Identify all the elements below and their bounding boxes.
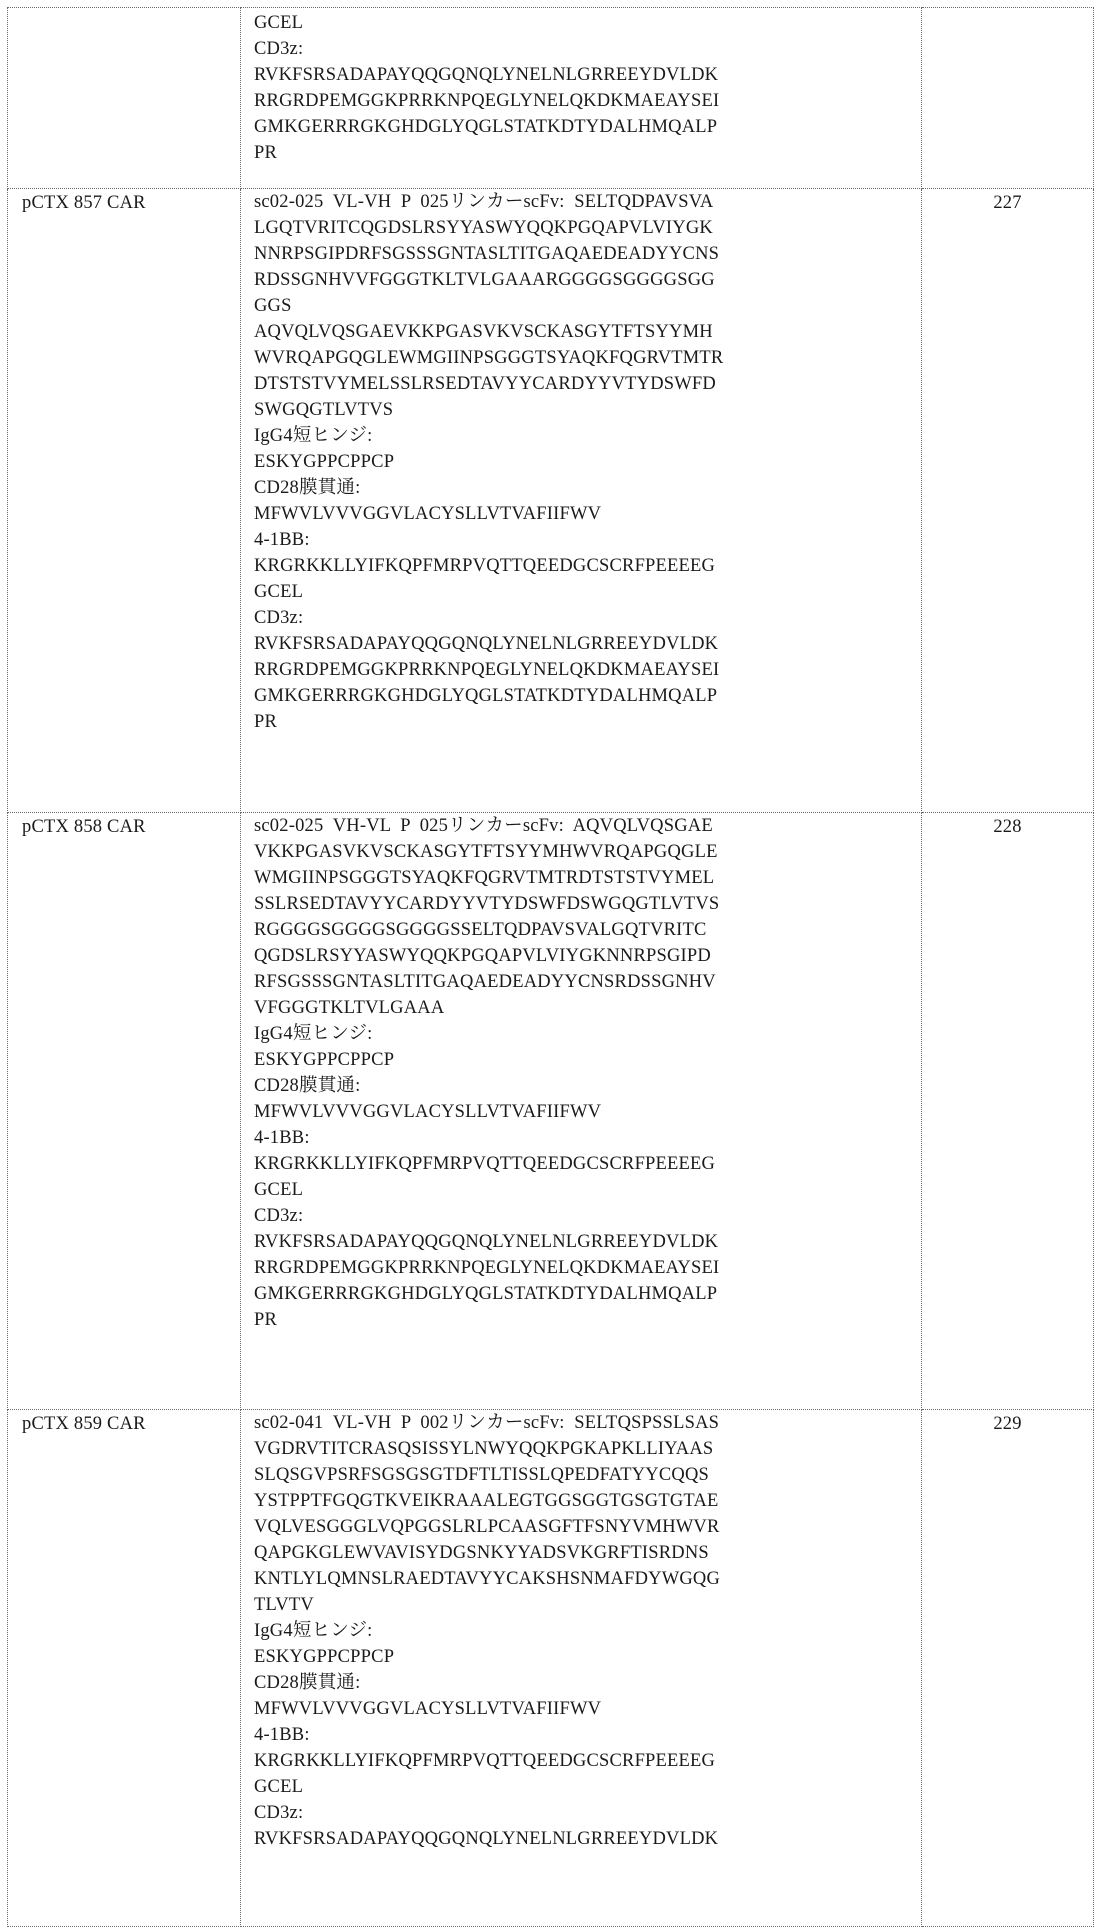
sequence-line: LGQTVRITCQGDSLRSYYASWYQQKPGQAPVLVIYGK — [254, 218, 713, 238]
sequence-line: GMKGERRRGKGHDGLYQGLSTATKDTYDALHMQALP — [254, 686, 718, 706]
seq-id-number: 228 — [993, 817, 1022, 837]
sequence-line: ESKYGPPCPPCP — [254, 1050, 395, 1070]
sequence-line: CD3z: — [254, 39, 304, 59]
sequence-line: IgG4短ヒンジ: — [254, 426, 373, 446]
sequence-line: MFWVLVVVGGVLACYSLLVTVAFIIFWV — [254, 1102, 602, 1122]
sequence-line: sc02-041 VL-VH P 002リンカーscFv: SELTQSPSSLSAS — [254, 1413, 720, 1433]
sequence-line: NNRPSGIPDRFSGSSSGNTASLTITGAQAEDEADYYCNS — [254, 244, 720, 264]
sequence-line: RVKFSRSADAPAYQQGQNQLYNELNLGRREEYDVLDK — [254, 1232, 719, 1252]
construct-name: pCTX 858 CAR — [22, 817, 146, 837]
sequence-line: WVRQAPGQGLEWMGIINPSGGGTSYAQKFQGRVTMTR — [254, 348, 724, 368]
sequence-line: CD28膜貫通: — [254, 1076, 361, 1096]
seq-id-cell — [922, 189, 1094, 813]
construct-name-cell — [8, 1410, 241, 1927]
sequence-line: CD28膜貫通: — [254, 478, 361, 498]
construct-name-cell — [8, 189, 241, 813]
sequence-line: RRGRDPEMGGKPRRKNPQEGLYNELQKDKMAEAYSEI — [254, 660, 720, 680]
sequence-line: QGDSLRSYYASWYQQKPGQAPVLVIYGKNNRPSGIPD — [254, 946, 711, 966]
sequence-line: VQLVESGGGLVQPGGSLRLPCAASGFTFSNYVMHWVR — [254, 1517, 720, 1537]
seq-id-number: 229 — [993, 1414, 1022, 1434]
sequence-line: ESKYGPPCPPCP — [254, 452, 395, 472]
sequence-line: AQVQLVQSGAEVKKPGASVKVSCKASGYTFTSYYMH — [254, 322, 713, 342]
sequence-line: MFWVLVVVGGVLACYSLLVTVAFIIFWV — [254, 504, 602, 524]
sequence-cell — [241, 8, 922, 189]
table-row-continued — [8, 8, 1094, 189]
sequence-line: RFSGSSSGNTASLTITGAQAEDEADYYCNSRDSSGNHV — [254, 972, 716, 992]
sequence-line: sc02-025 VL-VH P 025リンカーscFv: SELTQDPAVSVA — [254, 192, 714, 212]
construct-name-cell — [8, 8, 241, 189]
table-row-pctx-859 — [8, 1410, 1094, 1927]
sequence-line: SLQSGVPSRFSGSGSGTDFTLTISSLQPEDFATYYCQQS — [254, 1465, 710, 1485]
sequence-line: WMGIINPSGGGTSYAQKFQGRVTMTRDTSTSTVYMEL — [254, 868, 715, 888]
sequence-line: GCEL — [254, 582, 304, 602]
sequence-line: RVKFSRSADAPAYQQGQNQLYNELNLGRREEYDVLDK — [254, 65, 719, 85]
sequence-line: RRGRDPEMGGKPRRKNPQEGLYNELQKDKMAEAYSEI — [254, 1258, 720, 1278]
sequence-line: 4-1BB: — [254, 530, 310, 550]
sequence-line: IgG4短ヒンジ: — [254, 1621, 373, 1641]
sequence-table-body — [8, 8, 1094, 1927]
sequence-line: PR — [254, 1310, 278, 1330]
table-row-pctx-858 — [8, 813, 1094, 1410]
seq-id-number — [922, 8, 1093, 9]
sequence-line: 4-1BB: — [254, 1128, 310, 1148]
sequence-line: VFGGGTKLTVLGAAA — [254, 998, 445, 1018]
sequence-line: PR — [254, 712, 278, 732]
sequence-line: RGGGGSGGGGSGGGGSSELTQDPAVSVALGQTVRITC — [254, 920, 707, 940]
sequence-line: sc02-025 VH-VL P 025リンカーscFv: AQVQLVQSGAE — [254, 816, 713, 836]
sequence-line: RVKFSRSADAPAYQQGQNQLYNELNLGRREEYDVLDK — [254, 634, 719, 654]
sequence-line: GCEL — [254, 1180, 304, 1200]
sequence-cell — [241, 813, 922, 1410]
sequence-line: DTSTSTVYMELSSLRSEDTAVYYCARDYYVTYDSWFD — [254, 374, 716, 394]
sequence-line: 4-1BB: — [254, 1725, 310, 1745]
sequence-line: KNTLYLQMNSLRAEDTAVYYCAKSHSNMAFDYWGQG — [254, 1569, 721, 1589]
construct-name-cell — [8, 813, 241, 1410]
seq-id-cell — [922, 813, 1094, 1410]
sequence-line: CD3z: — [254, 608, 304, 628]
sequence-cell — [241, 189, 922, 813]
construct-name: pCTX 857 CAR — [22, 193, 146, 213]
sequence-line: PR — [254, 143, 278, 163]
sequence-line: CD28膜貫通: — [254, 1673, 361, 1693]
sequence-line: GCEL — [254, 13, 304, 33]
sequence-line: SWGQGTLVTVS — [254, 400, 394, 420]
sequence-line: TLVTV — [254, 1595, 314, 1615]
sequence-line: YSTPPTFGQGTKVEIKRAAALEGTGGSGGTGSGTGTAE — [254, 1491, 719, 1511]
sequence-line: IgG4短ヒンジ: — [254, 1024, 373, 1044]
seq-id-number: 227 — [993, 193, 1022, 213]
sequence-line: RDSSGNHVVFGGGTKLTVLGAAARGGGGSGGGGSGG — [254, 270, 715, 290]
sequence-line: ESKYGPPCPPCP — [254, 1647, 395, 1667]
sequence-line: SSLRSEDTAVYYCARDYYVTYDSWFDSWGQGTLVTVS — [254, 894, 720, 914]
sequence-line: GMKGERRRGKGHDGLYQGLSTATKDTYDALHMQALP — [254, 1284, 718, 1304]
sequence-cell — [241, 1410, 922, 1927]
construct-name: pCTX 859 CAR — [22, 1414, 146, 1434]
sequence-line: GCEL — [254, 1777, 304, 1797]
seq-id-cell — [922, 1410, 1094, 1927]
sequence-line: KRGRKKLLYIFKQPFMRPVQTTQEEDGCSCRFPEEEEG — [254, 1154, 716, 1174]
sequence-line: VGDRVTITCRASQSISSYLNWYQQKPGKAPKLLIYAAS — [254, 1439, 714, 1459]
sequence-table — [7, 7, 1094, 1927]
sequence-line: KRGRKKLLYIFKQPFMRPVQTTQEEDGCSCRFPEEEEG — [254, 556, 716, 576]
table-row-pctx-857 — [8, 189, 1094, 813]
seq-id-cell — [922, 8, 1094, 189]
sequence-line: GMKGERRRGKGHDGLYQGLSTATKDTYDALHMQALP — [254, 117, 718, 137]
sequence-line: CD3z: — [254, 1803, 304, 1823]
sequence-line: MFWVLVVVGGVLACYSLLVTVAFIIFWV — [254, 1699, 602, 1719]
sequence-line: CD3z: — [254, 1206, 304, 1226]
sequence-line: GGS — [254, 296, 292, 316]
sequence-line: RVKFSRSADAPAYQQGQNQLYNELNLGRREEYDVLDK — [254, 1829, 719, 1849]
sequence-line: KRGRKKLLYIFKQPFMRPVQTTQEEDGCSCRFPEEEEG — [254, 1751, 716, 1771]
construct-name — [22, 8, 240, 9]
sequence-line: RRGRDPEMGGKPRRKNPQEGLYNELQKDKMAEAYSEI — [254, 91, 720, 111]
sequence-line: QAPGKGLEWVAVISYDGSNKYYADSVKGRFTISRDNS — [254, 1543, 709, 1563]
sequence-line: VKKPGASVKVSCKASGYTFTSYYMHWVRQAPGQGLE — [254, 842, 718, 862]
